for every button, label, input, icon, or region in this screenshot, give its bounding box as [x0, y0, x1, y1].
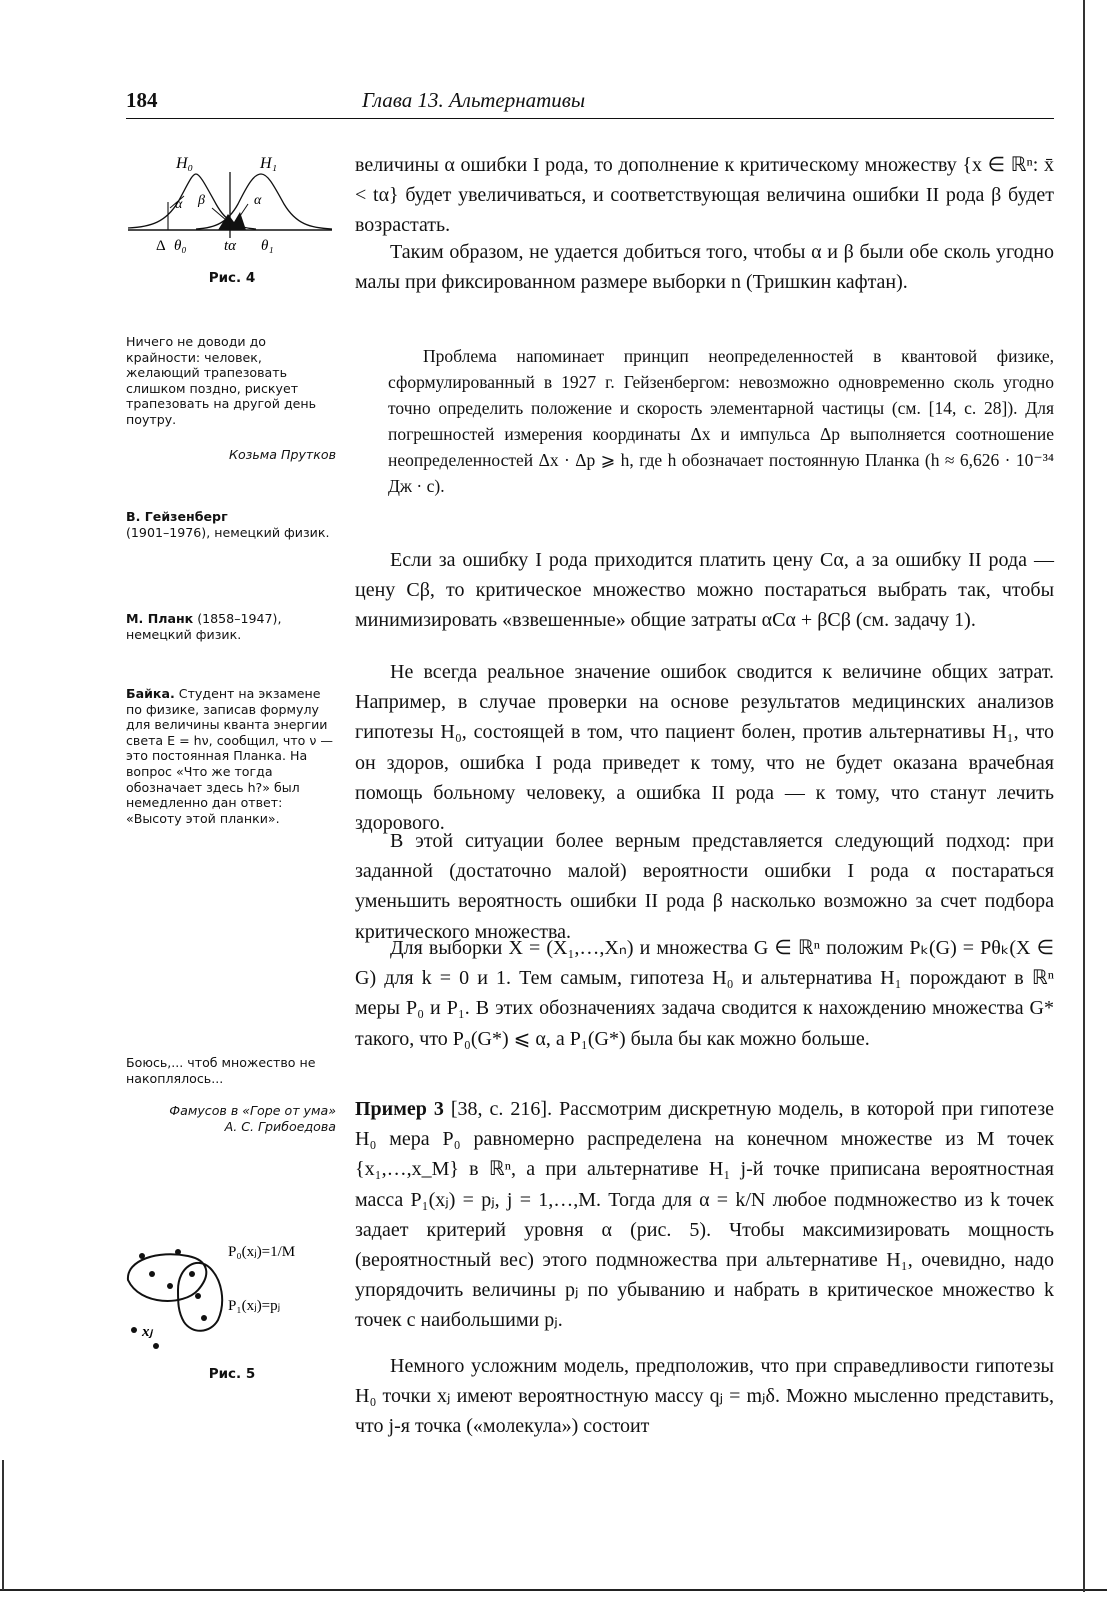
paragraph-5: В этой ситуации более верным представляется следующий подход: при заданной (достаточно малой) вероятности ошибки I рода α постараться уменьшить вероятность ошибки II рода β насколько возможно за счет подбора критического множества. [355, 830, 1054, 943]
fig5-set-outer [128, 1254, 206, 1301]
scan-edge-left [2, 1460, 4, 1590]
fig5-point [201, 1315, 207, 1321]
fig5-label-xj: xⱼ [142, 1324, 153, 1340]
figure-5-caption: Рис. 5 [208, 1366, 256, 1382]
fig4-arrow-3 [240, 204, 248, 216]
fig5-point [139, 1253, 145, 1259]
margin-quote-famusov: Боюсь,... чтоб множество не накоплялось... [126, 1055, 316, 1086]
fig5-point [131, 1327, 137, 1333]
example-3-text: [38, с. 216]. Рассмотрим дискретную модель, в которой при гипотезе H₀ мера P₀ равномерно распределена на конечном множестве из M точек {x₁,…,x_M} в ℝⁿ, а при альтернативе H₁ j-й точке приписана вероятностная масса P₁(xⱼ) = pⱼ, j = 1,…,M. Тогда для α = k/N любое подмножество из k точек задает критерий уровня α (рис. 5). Чтобы максимизировать мощность (вероятностный вес) этого подмножества при альтернативе H₁, очевидно, надо упорядочить величины pⱼ по убыванию и набрать в критическое множество k точек с наибольшими pⱼ. [355, 1098, 1055, 1332]
fig4-label-beta: β [198, 193, 205, 208]
fig5-formula-p0: P₀(xⱼ)=1/M [228, 1244, 296, 1260]
heisenberg-name: В. Гейзенберг [126, 509, 228, 524]
running-head: Глава 13. Альтернативы [362, 88, 586, 112]
margin-quote-prutkov: Ничего не доводи до крайности: человек, желающий трапезовать слишком поздно, рискует трапезовать на другой день поутру. [126, 334, 317, 427]
margin-quote-famusov-author [126, 1103, 336, 1134]
fig5-point [149, 1271, 155, 1277]
header-rule [126, 118, 1054, 119]
planck-name: М. Планк [126, 611, 194, 626]
anecdote-text: Студент на экзамене по физике, записав формулу для величины кванта энергии света E = hν, сообщил, что ν — это постоянная Планка. На вопрос «Что же тогда обозначает здесь h?» был немедленно дан ответ: «Высоту этой планки». [126, 686, 334, 826]
anecdote-title: Байка. [126, 686, 175, 701]
paragraph-4: Не всегда реальное значение ошибок сводится к величине общих затрат. Например, в случае проверки на основе результатов медицинских анализов гипотезы H₀, состоящей в том, что пациент болен, против альтернативы H₁, что он здоров, ошибка I рода приведет к тому, что не будет оказана врачебная помощь больному человеку, а ошибка II рода — к тому, что станут лечить здорового. [355, 661, 1054, 835]
margin-quote-author: Козьма Прутков [229, 447, 336, 462]
paragraph-2: Таким образом, не удается добиться того, чтобы α и β были обе сколь угодно малы при фиксированном размере выборки n (Тришкин кафтан). [355, 241, 1054, 294]
fig4-label-h0: H₀ [176, 155, 194, 172]
fig5-point [189, 1271, 195, 1277]
paragraph-8: Немного усложним модель, предположив, что при справедливости гипотезы H₀ точки xⱼ имеют вероятностную массу qⱼ = mⱼδ. Можно мысленно представить, что j-я точка («молекула») состоит [355, 1355, 1054, 1438]
paragraph-1: величины α ошибки I рода, то дополнение к критическому множеству {x ∈ ℝⁿ: x̄ < tα} будет увеличиваться, и соответствующая величина ошибки II рода β будет возрастать. [355, 154, 1054, 237]
figure-4-caption: Рис. 4 [208, 270, 256, 286]
scan-edge-bottom [0, 1589, 1107, 1591]
famusov-author-line1: Фамусов в «Горе от ума» [169, 1103, 336, 1118]
paragraph-6: Для выборки X = (X₁,…,Xₙ) и множества G ∈ ℝⁿ положим Pₖ(G) = Pθₖ(X ∈ G) для k = 0 и 1. Тем самым, гипотеза H₀ и альтернатива H₁ порождают в ℝⁿ меры P₀ и P₁. В этих обозначениях задача сводится к нахождению множества G* такого, что P₀(G*) ⩽ α, а P₁(G*) была бы как можно больше. [355, 937, 1054, 1050]
fig4-label-talpha: tα [224, 238, 237, 254]
paragraph-3: Если за ошибку I рода приходится платить цену Cα, а за ошибку II рода — цену Cβ, то критическое множество можно постараться выбрать так, чтобы минимизировать «взвешенные» общие затраты αCα + βCβ (см. задачу 1). [355, 549, 1054, 632]
uncertainty-note: Проблема напоминает принцип неопределенностей в квантовой физике, сформулированный в 1927 г. Гейзенбергом: невозможно одновременно сколь угодно точно определить положение и скорость элементарной частицы (см. [14, с. 28]). Для погрешностей измерения координаты Δx и импульса Δp выполняется соотношение неопределенностей Δx · Δp ⩾ h, где h обозначает постоянную Планка (h ≈ 6,626 · 10⁻³⁴ Дж · с). [388, 346, 1054, 496]
heisenberg-desc: (1901–1976), немецкий физик. [126, 524, 330, 540]
scan-edge-right [1083, 0, 1085, 1592]
planck-desc: (1858–1947), немецкий физик. [126, 611, 282, 642]
figure-5-diagram [118, 1230, 342, 1360]
fig5-point [195, 1293, 201, 1299]
fig4-label-alpha-right: α [254, 193, 262, 208]
margin-planck-note [126, 611, 338, 642]
fig4-label-delta: Δ [156, 238, 166, 254]
figure-4-diagram [126, 152, 338, 272]
famusov-author-line2: А. С. Грибоедова [224, 1118, 336, 1134]
fig4-label-alpha: α [175, 197, 183, 212]
fig5-formula-p1: P₁(xⱼ)=pⱼ [228, 1298, 281, 1314]
fig5-point [153, 1343, 159, 1349]
fig5-point [175, 1249, 181, 1255]
fig4-curve-h1 [196, 174, 332, 229]
fig4-label-h1: H₁ [260, 155, 278, 172]
fig5-point [167, 1283, 173, 1289]
example-3-paragraph [355, 1094, 1054, 1336]
example-3-title: Пример 3 [355, 1098, 444, 1120]
fig4-shaded-region [218, 212, 246, 230]
margin-anecdote [126, 686, 338, 826]
margin-heisenberg-note [126, 509, 338, 540]
fig4-label-theta1: θ₁ [261, 238, 274, 254]
page-number: 184 [126, 88, 158, 112]
fig4-label-theta0: θ₀ [174, 238, 187, 254]
